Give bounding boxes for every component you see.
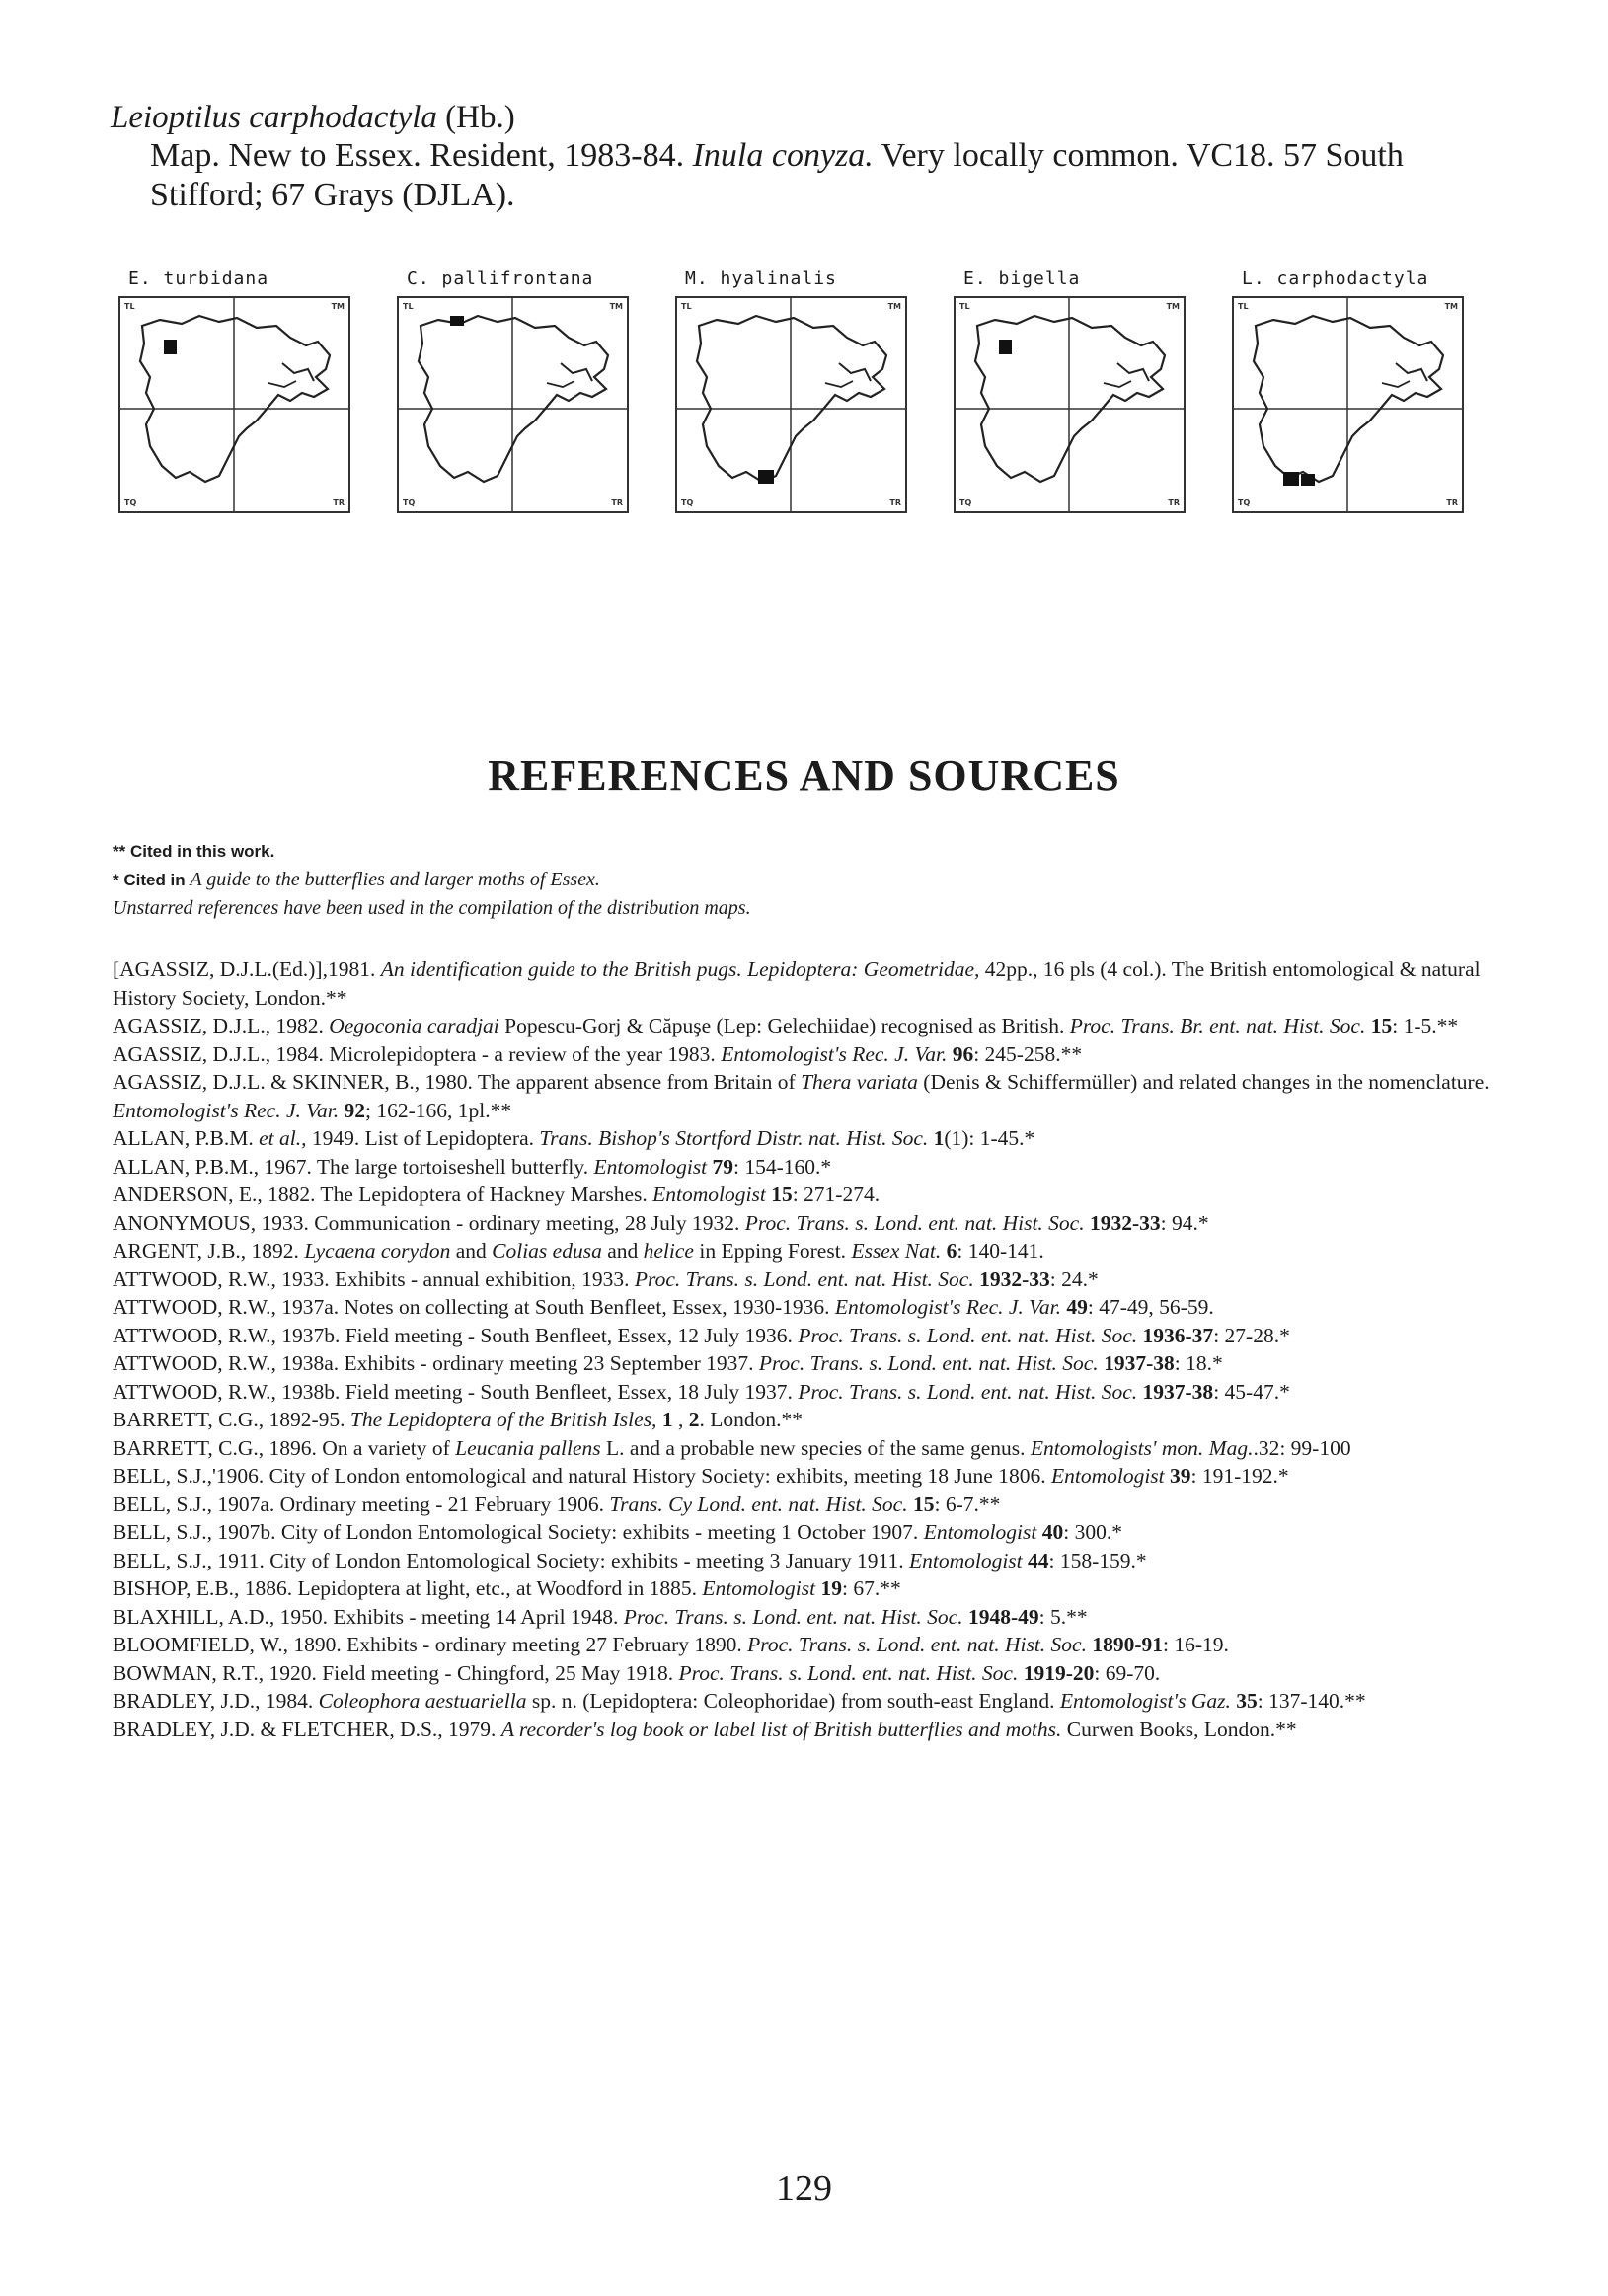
references-heading: REFERENCES AND SOURCES (488, 751, 1120, 800)
ref-volume: 6 (941, 1239, 957, 1263)
ref-volume: 19 (815, 1576, 842, 1600)
grid-label: TR (889, 498, 901, 507)
references-legend (113, 837, 1514, 923)
ref-volume: 96 (947, 1041, 974, 1066)
reference-item (113, 1406, 1506, 1434)
essex-outline-map (399, 298, 627, 511)
grid-label: TL (124, 302, 135, 311)
essex-outline-map (1234, 298, 1462, 511)
grid-label: TQ (959, 498, 972, 507)
ref-text: [AGASSIZ, D.J.L.(Ed.)],1981. (113, 957, 381, 981)
legend-double-star: ** Cited in this work. (113, 842, 275, 861)
ref-species: Lycaena corydon (304, 1239, 451, 1263)
ref-volume: 44 (1022, 1548, 1049, 1572)
ref-title: et al., (259, 1126, 307, 1150)
food-plant: Inula conyza. (692, 137, 874, 174)
ref-text: and (601, 1239, 644, 1263)
ref-volume: 92 (339, 1098, 366, 1122)
map-frame (1232, 296, 1464, 513)
distribution-map (1232, 267, 1489, 518)
reference-item (113, 1040, 1506, 1069)
ref-text: ANONYMOUS, 1933. Communication - ordinary meeting, 28 July 1932. (113, 1210, 745, 1235)
ref-journal: Entomologist's Rec. J. Var. (113, 1098, 340, 1122)
reference-item (113, 956, 1506, 1012)
ref-pages: : 191-192.* (1190, 1464, 1289, 1488)
ref-text: (Denis & Schiffermüller) and related changes in the nomenclature. (917, 1070, 1490, 1094)
ref-journal: Entomologist's Rec. J. Var. (834, 1295, 1062, 1319)
reference-item (113, 1293, 1506, 1322)
ref-title: Oegoconia caradjai (329, 1014, 499, 1037)
map-frame (397, 296, 629, 513)
reference-item (113, 1491, 1506, 1519)
ref-text: L. and a probable new species of the same genus. (600, 1435, 1031, 1460)
ref-pages: : 94.* (1160, 1210, 1209, 1235)
references-list (113, 956, 1506, 1743)
reference-item (113, 1659, 1506, 1688)
ref-text: ATTWOOD, R.W., 1938a. Exhibits - ordinary meeting 23 September 1937. (113, 1351, 759, 1375)
distribution-map (954, 267, 1210, 518)
map-label: M. hyalinalis (685, 268, 837, 289)
ref-volume: 1937-38 (1098, 1351, 1175, 1375)
ref-text: ALLAN, P.B.M. (113, 1126, 260, 1150)
map-label: L. carphodactyla (1242, 268, 1429, 289)
reference-item (113, 1068, 1506, 1124)
ref-text: ATTWOOD, R.W., 1937b. Field meeting - South Benfleet, Essex, 12 July 1936. (113, 1323, 799, 1347)
distribution-map (397, 267, 653, 518)
grid-label: TQ (124, 498, 137, 507)
ref-journal: Entomologist (923, 1520, 1037, 1544)
record-marker (758, 470, 774, 484)
reference-item (113, 1378, 1506, 1407)
grid-label: TL (959, 302, 970, 311)
ref-journal: Proc. Trans. s. Lond. ent. nat. Hist. Soc. (744, 1210, 1085, 1235)
ref-text: BELL, S.J.,'1906. City of London entomological and natural History Society: exhibits, meeting 18 June 1806. (113, 1464, 1051, 1488)
ref-journal: Entomologists' mon. Mag. (1030, 1435, 1254, 1460)
ref-journal: Entomologist's Rec. J. Var. (721, 1041, 948, 1066)
ref-text: Popescu-Gorj & Căpuşe (Lep: Gelechiidae) recognised as British. (498, 1014, 1070, 1037)
essex-outline-map (677, 298, 905, 511)
ref-title: The Lepidoptera of the British Isles, (349, 1408, 657, 1431)
ref-pages: : 16-19. (1163, 1633, 1229, 1656)
reference-item (113, 1574, 1506, 1603)
ref-text: 42pp., 16 pls (4 col.). The British entomological & natural History Society, London.** (113, 957, 1481, 1010)
grid-label: TR (333, 498, 345, 507)
grid-label: TR (1446, 498, 1458, 507)
grid-label: TQ (403, 498, 416, 507)
grid-label: TR (1168, 498, 1180, 507)
map-label: E. bigella (963, 268, 1081, 289)
ref-journal: Proc. Trans. s. Lond. ent. nat. Hist. Soc. (747, 1633, 1087, 1656)
map-label: E. turbidana (128, 268, 269, 289)
ref-text: ATTWOOD, R.W., 1937a. Notes on collecting at South Benfleet, Essex, 1930-1936. (113, 1295, 835, 1319)
grid-label: TM (331, 302, 345, 311)
ref-text: BARRETT, C.G., 1892-95. (113, 1408, 350, 1431)
species-name (111, 99, 1493, 136)
ref-pages: : 69-70. (1094, 1660, 1161, 1685)
essex-outline-map (956, 298, 1184, 511)
ref-pages: : 271-274. (792, 1183, 881, 1206)
ref-pages: : 45-47.* (1213, 1379, 1290, 1404)
reference-item (113, 1237, 1506, 1265)
ref-pages: : 6-7.** (934, 1492, 1001, 1516)
reference-item (113, 1462, 1506, 1491)
ref-text: ALLAN, P.B.M., 1967. The large tortoiseshell butterfly. (113, 1154, 594, 1179)
ref-text: AGASSIZ, D.J.L., 1984. Microlepidoptera - a review of the year 1983. (113, 1041, 722, 1066)
ref-volume: 15 (907, 1492, 935, 1516)
essex-outline-map (120, 298, 348, 511)
ref-journal: Entomologist (1050, 1464, 1165, 1488)
legend-title: A guide to the butterflies and larger moths of Essex. (190, 869, 600, 890)
ref-volume: 15 (765, 1183, 793, 1206)
ref-journal: Proc. Trans. s. Lond. ent. nat. Hist. Soc. (634, 1266, 974, 1291)
reference-item (113, 1434, 1506, 1463)
grid-label: TL (681, 302, 692, 311)
description-text: Very locally common. VC18. 57 South (873, 137, 1404, 174)
grid-label: TL (403, 302, 414, 311)
reference-item (113, 1603, 1506, 1632)
ref-journal: Entomologist (652, 1183, 766, 1206)
grid-label: TR (611, 498, 623, 507)
map-frame (675, 296, 907, 513)
ref-journal: Entomologist (908, 1548, 1023, 1572)
map-frame (118, 296, 350, 513)
ref-journal: Proc. Trans. s. Lond. ent. nat. Hist. Soc. (623, 1604, 963, 1629)
ref-volume: 1932-33 (1084, 1210, 1161, 1235)
ref-pages: : 24.* (1049, 1266, 1099, 1291)
reference-item (113, 1124, 1506, 1153)
legend-text: * Cited in (113, 871, 191, 889)
species-description (150, 136, 1473, 215)
grid-label: TL (1238, 302, 1249, 311)
map-label: C. pallifrontana (407, 268, 594, 289)
ref-text: ARGENT, J.B., 1892. (113, 1239, 305, 1263)
ref-pages: : 5.** (1038, 1604, 1088, 1629)
ref-journal: Entomologist's Gaz. (1059, 1689, 1231, 1713)
reference-item (113, 1265, 1506, 1294)
ref-volume: 1936-37 (1137, 1323, 1214, 1347)
ref-pages: .32: 99-100 (1253, 1435, 1351, 1460)
ref-text: ATTWOOD, R.W., 1933. Exhibits - annual exhibition, 1933. (113, 1266, 635, 1291)
ref-text: BISHOP, E.B., 1886. Lepidoptera at light, etc., at Woodford in 1885. (113, 1576, 703, 1600)
ref-text: BRADLEY, J.D. & FLETCHER, D.S., 1979. (113, 1717, 501, 1741)
ref-pages: : 18.* (1174, 1351, 1223, 1375)
ref-text: BOWMAN, R.T., 1920. Field meeting - Chingford, 25 May 1918. (113, 1660, 679, 1685)
page-number: 129 (776, 2168, 832, 2209)
ref-journal: Essex Nat. (851, 1239, 942, 1263)
ref-volume: 1937-38 (1137, 1379, 1214, 1404)
reference-item (113, 1349, 1506, 1378)
ref-species: Coleophora aestuariella (318, 1689, 527, 1713)
ref-text: ANDERSON, E., 1882. The Lepidoptera of Hackney Marshes. (113, 1183, 653, 1206)
grid-label: TM (887, 302, 901, 311)
description-text: Map. New to Essex. Resident, 1983-84. (150, 137, 693, 174)
map-frame (954, 296, 1186, 513)
distribution-maps (118, 267, 1500, 523)
ref-pages: : 300.* (1063, 1520, 1122, 1544)
ref-title: Thera variata (801, 1070, 918, 1094)
distribution-map (675, 267, 932, 518)
ref-title: A recorder's log book or label list of British butterflies and moths. (500, 1717, 1062, 1741)
ref-volume: 1932-33 (973, 1266, 1050, 1291)
ref-pages: : 1-5.** (1392, 1014, 1459, 1037)
grid-label: TM (1166, 302, 1180, 311)
ref-pages: : 245-258.** (973, 1041, 1083, 1066)
ref-volume: 1919-20 (1018, 1660, 1095, 1685)
reference-item (113, 1547, 1506, 1575)
reference-item (113, 1687, 1506, 1716)
grid-label: TM (1444, 302, 1458, 311)
ref-pages: (1): 1-45.* (944, 1126, 1035, 1150)
ref-journal: Proc. Trans. Br. ent. nat. Hist. Soc. (1069, 1014, 1366, 1037)
species-entry (111, 99, 1493, 215)
ref-volume: 2 (688, 1408, 700, 1431)
ref-text: and (450, 1239, 493, 1263)
ref-pages: : 47-49, 56-59. (1087, 1295, 1214, 1319)
reference-item (113, 1209, 1506, 1238)
ref-species: helice (643, 1239, 694, 1263)
ref-volume: 39 (1164, 1464, 1191, 1488)
ref-volume: 15 (1365, 1014, 1393, 1037)
ref-text: Curwen Books, London.** (1061, 1717, 1297, 1741)
reference-item (113, 1631, 1506, 1659)
ref-volume: 1948-49 (962, 1604, 1039, 1629)
ref-journal: Proc. Trans. s. Lond. ent. nat. Hist. Soc. (798, 1379, 1138, 1404)
ref-volume: 1890-91 (1086, 1633, 1164, 1656)
record-marker (999, 340, 1012, 354)
ref-pages: . London.** (699, 1408, 803, 1431)
ref-volume: 49 (1061, 1295, 1088, 1319)
ref-text: AGASSIZ, D.J.L., 1982. (113, 1014, 330, 1037)
ref-text: ATTWOOD, R.W., 1938b. Field meeting - South Benfleet, Essex, 18 July 1937. (113, 1379, 799, 1404)
distribution-map (118, 267, 375, 518)
species-author: (Hb.) (436, 100, 515, 135)
legend-single-star (113, 866, 1514, 894)
ref-text: BELL, S.J., 1907b. City of London Entomological Society: exhibits - meeting 1 October 1907. (113, 1520, 924, 1544)
record-marker (164, 340, 177, 354)
ref-pages: : 27-28.* (1213, 1323, 1290, 1347)
grid-label: TQ (681, 498, 694, 507)
ref-pages: : 140-141. (957, 1239, 1044, 1263)
ref-species: Leucania pallens (455, 1435, 601, 1460)
record-marker (1283, 472, 1299, 486)
ref-text: sp. n. (Lepidoptera: Coleophoridae) from south-east England. (526, 1689, 1060, 1713)
ref-text: BRADLEY, J.D., 1984. (113, 1689, 319, 1713)
ref-volume: 1 (656, 1408, 673, 1431)
ref-volume: 35 (1230, 1689, 1258, 1713)
ref-pages: : 158-159.* (1048, 1548, 1147, 1572)
ref-species: Colias edusa (492, 1239, 602, 1263)
ref-text: , (672, 1408, 689, 1431)
ref-title: An identification guide to the British pugs. Lepidoptera: Geometridae, (380, 957, 980, 981)
ref-text: 1949. List of Lepidoptera. (306, 1126, 540, 1150)
ref-journal: Proc. Trans. s. Lond. ent. nat. Hist. Soc. (678, 1660, 1019, 1685)
ref-pages: : 154-160.* (733, 1154, 832, 1179)
ref-text: BLOOMFIELD, W., 1890. Exhibits - ordinary meeting 27 February 1890. (113, 1633, 748, 1656)
ref-volume: 79 (707, 1154, 734, 1179)
ref-text: AGASSIZ, D.J.L. & SKINNER, B., 1980. The apparent absence from Britain of (113, 1070, 802, 1094)
reference-item (113, 1716, 1506, 1744)
ref-text: BARRETT, C.G., 1896. On a variety of (113, 1435, 456, 1460)
ref-journal: Entomologist (702, 1576, 816, 1600)
reference-item (113, 1012, 1506, 1040)
description-text: Stifford; 67 Grays (DJLA). (150, 177, 515, 213)
ref-journal: Trans. Cy Lond. ent. nat. Hist. Soc. (609, 1492, 908, 1516)
ref-text: BLAXHILL, A.D., 1950. Exhibits - meeting 14 April 1948. (113, 1604, 624, 1629)
ref-text: BELL, S.J., 1907a. Ordinary meeting - 21 February 1906. (113, 1492, 610, 1516)
ref-journal: Entomologist (593, 1154, 708, 1179)
reference-item (113, 1153, 1506, 1182)
grid-label: TM (609, 302, 623, 311)
ref-journal: Proc. Trans. s. Lond. ent. nat. Hist. Soc. (798, 1323, 1138, 1347)
ref-volume: 1 (928, 1126, 945, 1150)
record-marker (450, 316, 464, 326)
ref-pages: ; 162-166, 1pl.** (365, 1098, 512, 1122)
grid-label: TQ (1238, 498, 1251, 507)
ref-text: BELL, S.J., 1911. City of London Entomological Society: exhibits - meeting 3 January 1911. (113, 1548, 909, 1572)
record-marker (1301, 474, 1315, 486)
legend-unstarred: Unstarred references have been used in the compilation of the distribution maps. (113, 897, 751, 919)
reference-item (113, 1518, 1506, 1547)
ref-journal: Proc. Trans. s. Lond. ent. nat. Hist. Soc. (758, 1351, 1099, 1375)
species-latin-name: Leioptilus carphodactyla (111, 100, 437, 135)
ref-pages: : 137-140.** (1257, 1689, 1366, 1713)
reference-item (113, 1181, 1506, 1209)
ref-journal: Trans. Bishop's Stortford Distr. nat. Hist. Soc. (539, 1126, 929, 1150)
ref-text: in Epping Forest. (693, 1239, 852, 1263)
ref-volume: 40 (1036, 1520, 1064, 1544)
ref-pages: : 67.** (841, 1576, 901, 1600)
reference-item (113, 1322, 1506, 1350)
